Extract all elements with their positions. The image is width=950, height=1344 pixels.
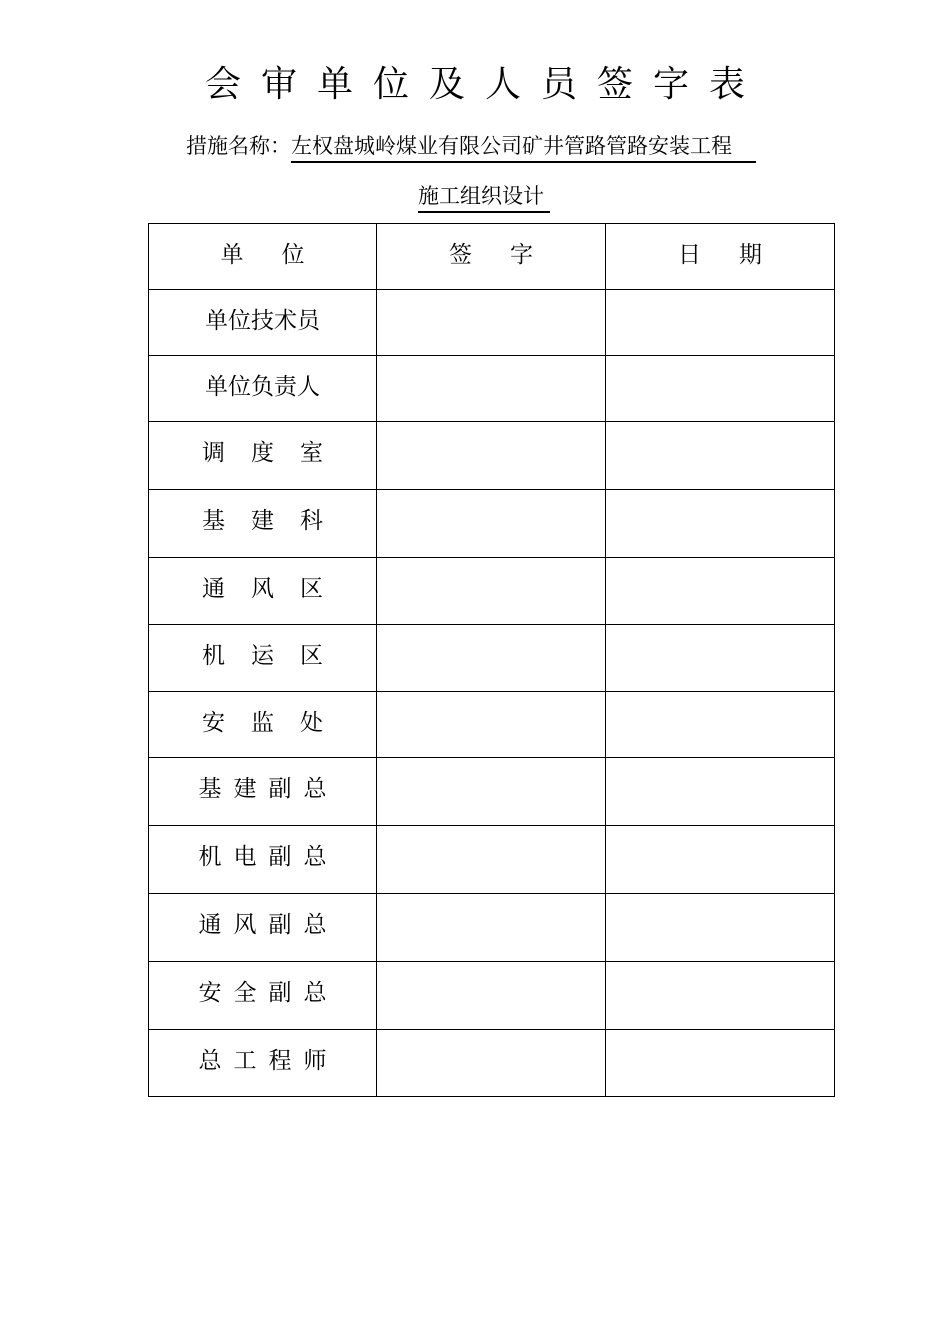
unit-name-cell: 机运区 <box>149 625 377 692</box>
header-signature: 签字 <box>377 224 606 290</box>
measure-name-value-continued: 施工组织设计 <box>418 181 550 213</box>
table-header-row <box>149 224 835 290</box>
signature-cell[interactable] <box>377 758 606 826</box>
date-cell[interactable] <box>606 422 835 490</box>
unit-name-cell: 基建科 <box>149 490 377 558</box>
table-row <box>149 490 835 558</box>
table-row <box>149 758 835 826</box>
table-row <box>149 558 835 625</box>
table-row <box>149 1030 835 1097</box>
unit-name-cell: 通风区 <box>149 558 377 625</box>
date-cell[interactable] <box>606 625 835 692</box>
date-cell[interactable] <box>606 1030 835 1097</box>
signature-cell[interactable] <box>377 1030 606 1097</box>
unit-name-cell: 单位技术员 <box>149 290 377 356</box>
date-cell[interactable] <box>606 290 835 356</box>
unit-name-cell: 机电副总 <box>149 826 377 894</box>
date-cell[interactable] <box>606 962 835 1030</box>
measure-name-label: 措施名称： <box>186 134 291 158</box>
unit-name-cell: 调度室 <box>149 422 377 490</box>
page-title: 会审单位及人员签字表 <box>204 64 765 105</box>
table-row <box>149 356 835 422</box>
unit-name-cell: 基建副总 <box>149 758 377 826</box>
signature-cell[interactable] <box>377 290 606 356</box>
date-cell[interactable] <box>606 692 835 758</box>
signature-cell[interactable] <box>377 422 606 490</box>
table-row <box>149 826 835 894</box>
measure-name-value: 左权盘城岭煤业有限公司矿井管路管路安装工程 <box>291 131 756 163</box>
table-row <box>149 894 835 962</box>
date-cell[interactable] <box>606 490 835 558</box>
signature-cell[interactable] <box>377 356 606 422</box>
signature-cell[interactable] <box>377 962 606 1030</box>
signature-cell[interactable] <box>377 692 606 758</box>
date-cell[interactable] <box>606 826 835 894</box>
header-date: 日期 <box>606 224 835 290</box>
date-cell[interactable] <box>606 558 835 625</box>
date-cell[interactable] <box>606 356 835 422</box>
date-cell[interactable] <box>606 894 835 962</box>
table-row <box>149 625 835 692</box>
unit-name-cell: 安监处 <box>149 692 377 758</box>
signature-cell[interactable] <box>377 894 606 962</box>
unit-name-cell: 单位负责人 <box>149 356 377 422</box>
table-row <box>149 962 835 1030</box>
unit-name-cell: 通风副总 <box>149 894 377 962</box>
header-unit: 单位 <box>149 224 377 290</box>
table-row <box>149 290 835 356</box>
table-row <box>149 692 835 758</box>
signature-cell[interactable] <box>377 558 606 625</box>
date-cell[interactable] <box>606 758 835 826</box>
table-row <box>149 422 835 490</box>
signature-table <box>148 223 835 1097</box>
unit-name-cell: 安全副总 <box>149 962 377 1030</box>
signature-cell[interactable] <box>377 625 606 692</box>
unit-name-cell: 总工程师 <box>149 1030 377 1097</box>
signature-cell[interactable] <box>377 490 606 558</box>
measure-name-line <box>186 130 756 163</box>
signature-cell[interactable] <box>377 826 606 894</box>
